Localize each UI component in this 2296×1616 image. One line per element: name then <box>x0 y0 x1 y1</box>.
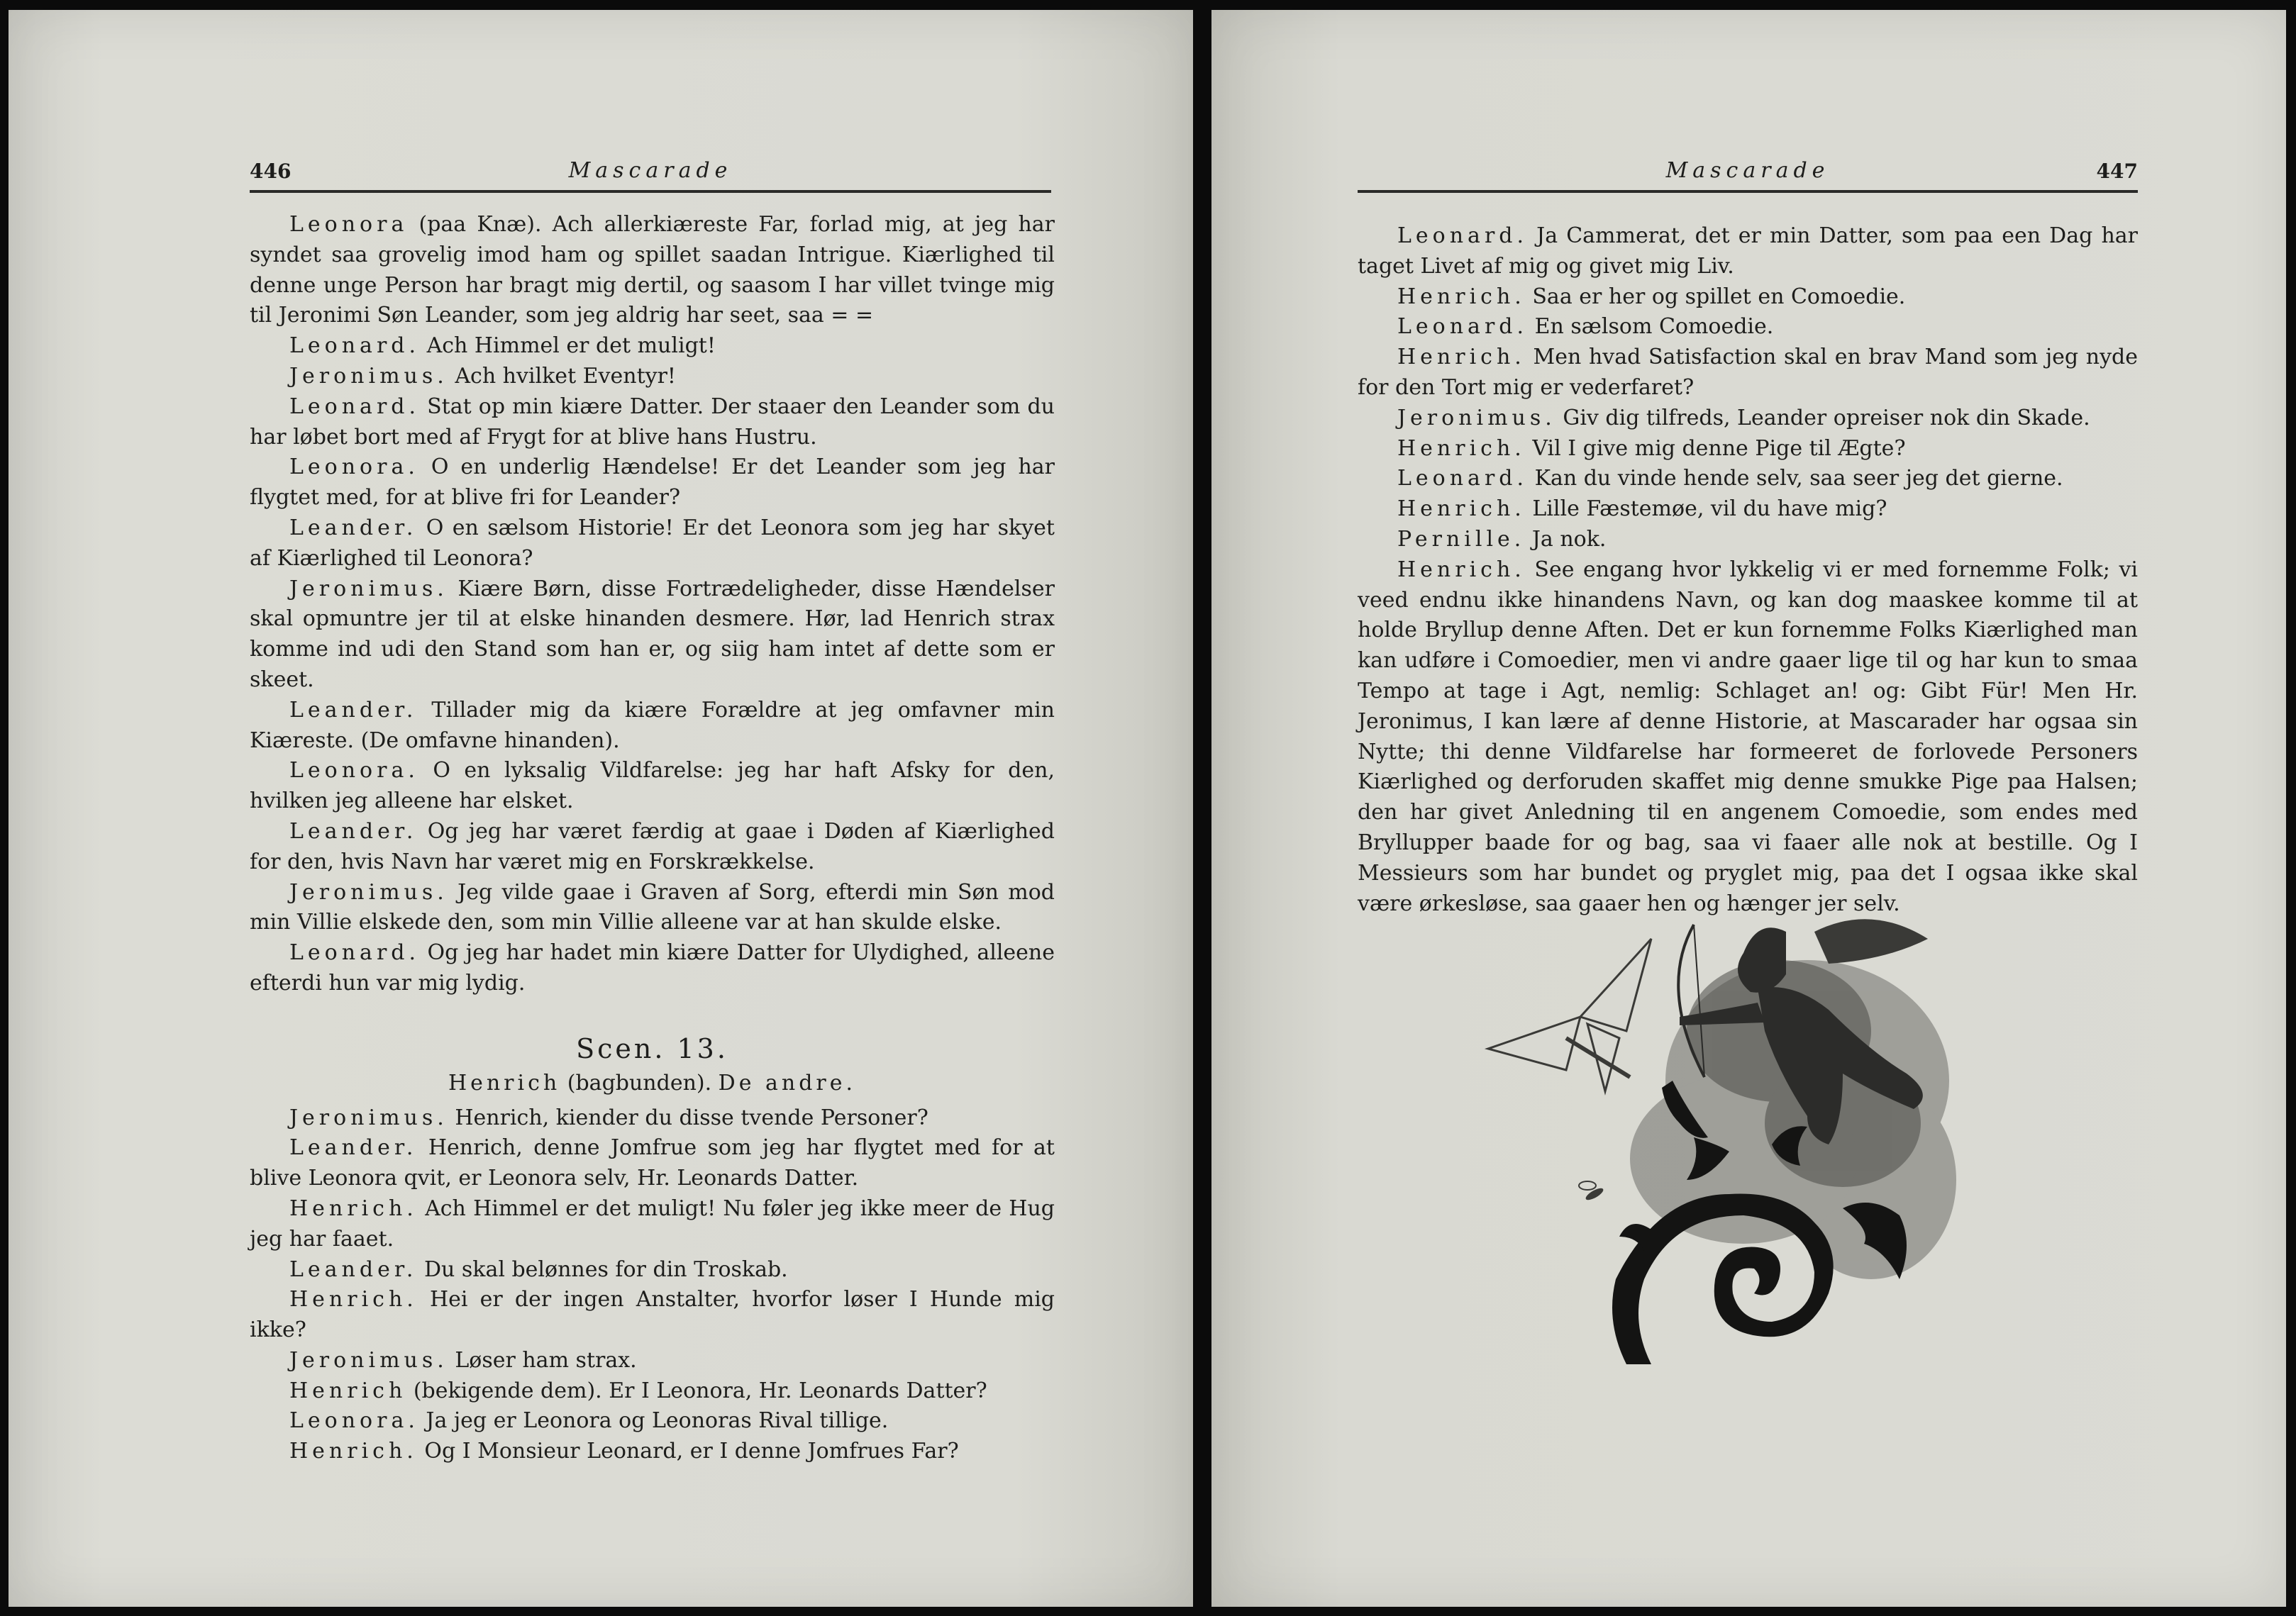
speaker-name: Leonora. <box>289 758 419 784</box>
left-paragraphs-scene-13 <box>250 1103 1055 1468</box>
speaker-name: Henrich. <box>289 1287 418 1313</box>
dialogue-paragraph <box>250 513 1055 574</box>
dialogue-text: Giv dig tilfreds, Leander opreiser nok din Skade. <box>1555 405 2090 430</box>
dialogue-paragraph <box>250 878 1055 939</box>
dialogue-text: Og jeg har hadet min kiære Datter for Ulydighed, alleene efterdi hun var mig lydig. <box>250 940 1055 996</box>
speaker-name: Leander. <box>289 818 418 844</box>
page-number-right: 447 <box>2096 160 2138 183</box>
running-title-left: Mascarade <box>568 158 733 183</box>
dialogue-paragraph <box>250 574 1055 696</box>
speaker-name: Henrich. <box>1397 435 1526 461</box>
dialogue-text: O en sælsom Historie! Er det Leonora som jeg har skyet af Kiærlighed til Leonora? <box>250 515 1055 571</box>
dialogue-text: O en underlig Hændelse! Er det Leander som jeg har flygtet med, for at blive fri for Leander? <box>250 455 1055 511</box>
speaker-name: Henrich. <box>1397 557 1526 582</box>
dialogue-text: O en lyksalig Vildfarelse: jeg har haft Afsky for den, hvilken jeg alleene har elsket. <box>250 758 1055 814</box>
dialogue-text: Ja jeg er Leonora og Leonoras Rival tillige. <box>418 1408 889 1434</box>
speaker-name: Jeronimus. <box>1397 405 1556 430</box>
speaker-name: Leander. <box>289 1135 418 1161</box>
dialogue-paragraph <box>1358 342 2138 403</box>
dialogue-paragraph <box>250 938 1055 999</box>
scene-cast-line <box>250 1069 1055 1099</box>
scene-cast-direction: (bagbunden). <box>560 1070 719 1096</box>
scene-cast-speaker: Henrich <box>448 1070 561 1096</box>
dialogue-text: Løser ham strax. <box>448 1347 637 1373</box>
running-title-right: Mascarade <box>1665 158 1830 183</box>
dialogue-text: Kiære Børn, disse Fortrædeligheder, disse Hændelser skal opmuntre jer til at elske hinanden desmere. Hør, lad Henrich strax komme ind udi den Stand som han er, og siig ham intet af dette som er skeet. <box>250 576 1055 692</box>
dialogue-text: Du skal belønnes for din Troskab. <box>417 1256 788 1282</box>
dialogue-text: Ja nok. <box>1525 526 1607 552</box>
dialogue-paragraph <box>250 1376 1055 1407</box>
dialogue-text: Ja Cammerat, det er min Datter, som paa een Dag har taget Livet af mig og givet mig Liv. <box>1358 223 2138 279</box>
speaker-name: Jeronimus. <box>289 363 448 389</box>
dialogue-text: Henrich, denne Jomfrue som jeg har flygtet med for at blive Leonora qvit, er Leonora selv, Hr. Leonards Datter. <box>250 1135 1055 1191</box>
right-paragraphs <box>1358 221 2138 919</box>
speaker-name: Jeronimus. <box>289 879 448 905</box>
dialogue-paragraph <box>1358 403 2138 434</box>
scene-heading: Scen. 13. <box>576 1032 728 1064</box>
dialogue-text: Jeg vilde gaae i Graven af Sorg, efterdi min Søn mod min Villie elskede den, som min Villie alleene var at han skulde elske. <box>250 879 1055 935</box>
dialogue-paragraph <box>250 1133 1055 1194</box>
speaker-name: Leonard. <box>1397 223 1529 248</box>
dialogue-paragraph <box>250 1103 1055 1134</box>
running-head-right <box>1358 152 2138 193</box>
dialogue-text: Stat op min kiære Datter. Der staaer den Leander som du har løbet bort med af Frygt for at blive hans Hustru. <box>250 394 1055 450</box>
speaker-name: Henrich. <box>1397 496 1526 522</box>
dialogue-paragraph <box>1358 312 2138 342</box>
scene-cast-others: De andre. <box>718 1070 857 1096</box>
dialogue-text: Men hvad Satisfaction skal en brav Mand som jeg nyde for den Tort mig er vederfaret? <box>1358 345 2138 400</box>
speaker-name: Leonora. <box>289 1408 419 1434</box>
dialogue-text: Ach Himmel er det muligt! Nu føler jeg ikke meer de Hug jeg har faaet. <box>250 1196 1055 1252</box>
dialogue-text: Og I Monsieur Leonard, er I denne Jomfrues Far? <box>417 1439 959 1464</box>
speaker-name: Henrich <box>289 1378 407 1403</box>
dialogue-paragraph <box>1358 434 2138 464</box>
dialogue-paragraph <box>1358 221 2138 282</box>
speaker-name: Henrich. <box>1397 345 1526 370</box>
dialogue-paragraph <box>250 817 1055 878</box>
dialogue-paragraph <box>250 1255 1055 1286</box>
speaker-name: Henrich. <box>289 1439 418 1464</box>
dialogue-text: Ach hvilket Eventyr! <box>448 363 676 389</box>
dialogue-text: Henrich, kiender du disse tvende Personer? <box>448 1105 928 1130</box>
dialogue-text: (paa Knæ). Ach allerkiæreste Far, forlad mig, at jeg har syndet saa grovelig imod ham og spillet saadan Intrigue. Kiærlighed til denne unge Person har bragt mig dertil, og saasom I har villet tvinge mig til Jeronimi Søn Leander, som jeg aldrig har seet, saa = = <box>250 212 1055 328</box>
dialogue-paragraph <box>1358 282 2138 313</box>
speaker-name: Leonora <box>289 212 409 237</box>
dialogue-paragraph <box>250 362 1055 392</box>
dialogue-paragraph <box>250 756 1055 817</box>
right-page <box>1211 10 2286 1607</box>
page-number-left: 446 <box>250 160 292 183</box>
speaker-name: Leonora. <box>289 455 419 480</box>
dialogue-paragraph <box>250 1285 1055 1346</box>
dialogue-paragraph <box>250 1437 1055 1467</box>
speaker-name: Leander. <box>289 515 418 540</box>
dialogue-text: En sælsom Comoedie. <box>1528 314 1774 340</box>
dialogue-paragraph <box>250 392 1055 453</box>
dialogue-paragraph <box>250 1406 1055 1437</box>
dialogue-paragraph <box>250 1346 1055 1376</box>
dialogue-paragraph <box>1358 494 2138 525</box>
speaker-name: Jeronimus. <box>289 1105 448 1130</box>
dialogue-paragraph <box>250 452 1055 513</box>
dialogue-text: Vil I give mig denne Pige til Ægte? <box>1525 435 1906 461</box>
dialogue-text: Kan du vinde hende selv, saa seer jeg det gierne. <box>1528 466 2063 491</box>
dialogue-paragraph <box>1358 525 2138 555</box>
dialogue-paragraph <box>1358 464 2138 494</box>
dialogue-paragraph <box>250 331 1055 362</box>
running-head-left <box>250 152 1051 193</box>
speaker-name: Leonard. <box>1397 314 1529 340</box>
dialogue-text: Saa er her og spillet en Comoedie. <box>1525 284 1906 309</box>
dialogue-text: Hei er der ingen Anstalter, hvorfor løser I Hunde mig ikke? <box>250 1287 1055 1343</box>
speaker-name: Leonard. <box>289 333 421 359</box>
right-text-block <box>1358 221 2138 919</box>
dialogue-text: Og jeg har været færdig at gaae i Døden af Kiærlighed for den, hvis Navn har været mig en Forskrækkelse. <box>250 818 1055 874</box>
dialogue-paragraph <box>250 696 1055 757</box>
speaker-name: Henrich. <box>1397 284 1526 309</box>
dialogue-text: See engang hvor lykkelig vi er med fornemme Folk; vi veed endnu ikke hinandens Navn, og kan dog maaskee komme til at holde Bryllup denne Aften. Det er kun fornemme Folks Kiærlighed man kan udføre i Comoedier, men vi andre gaaer lige til og har kun to smaa Tempo at tage i Agt, nemlig: Schlaget an! og: Gibt Für! Men Hr. Jeronimus, I kan lære af denne Historie, at Mascarader har ogsaa sin Nytte; thi denne Vildfarelse har formeeret de forlovede Personers Kiærlighed og derforuden skaffet mig denne smukke Pige paa Halsen; den har givet Anledning til en angenem Comoedie, som endes med Bryllupper baade for og bag, saa vi faaer alle nok at bestille. Og I Messieurs som har bundet og pryglet mig, paa det I ogsaa ikke skal være ørkesløse, saa gaaer hen og hænger jer selv. <box>1358 557 2138 916</box>
speaker-name: Leonard. <box>1397 466 1529 491</box>
speaker-name: Henrich. <box>289 1196 418 1221</box>
speaker-name: Jeronimus. <box>289 1347 448 1373</box>
dialogue-text: Lille Fæstemøe, vil du have mig? <box>1525 496 1887 522</box>
speaker-name: Pernille. <box>1397 526 1526 552</box>
dialogue-paragraph <box>250 1194 1055 1255</box>
speaker-name: Leander. <box>289 1256 418 1282</box>
left-paragraphs <box>250 210 1055 999</box>
dialogue-text: (bekigende dem). Er I Leonora, Hr. Leonards Datter? <box>406 1378 987 1403</box>
left-page <box>9 10 1193 1607</box>
butterfly-shape <box>1488 939 1651 1091</box>
left-text-block <box>250 210 1055 1467</box>
dialogue-text: Ach Himmel er det muligt! <box>420 333 716 359</box>
speaker-name: Leander. <box>289 697 418 723</box>
dialogue-text: Tillader mig da kiære Forældre at jeg omfavner min Kiæreste. (De omfavne hinanden). <box>250 697 1055 753</box>
speaker-name: Jeronimus. <box>289 576 448 601</box>
speaker-name: Leonard. <box>289 394 421 419</box>
dialogue-paragraph <box>250 210 1055 331</box>
cupid-butterfly-icon <box>1474 910 1985 1378</box>
dialogue-paragraph <box>1358 555 2138 920</box>
speaker-name: Leonard. <box>289 940 421 966</box>
